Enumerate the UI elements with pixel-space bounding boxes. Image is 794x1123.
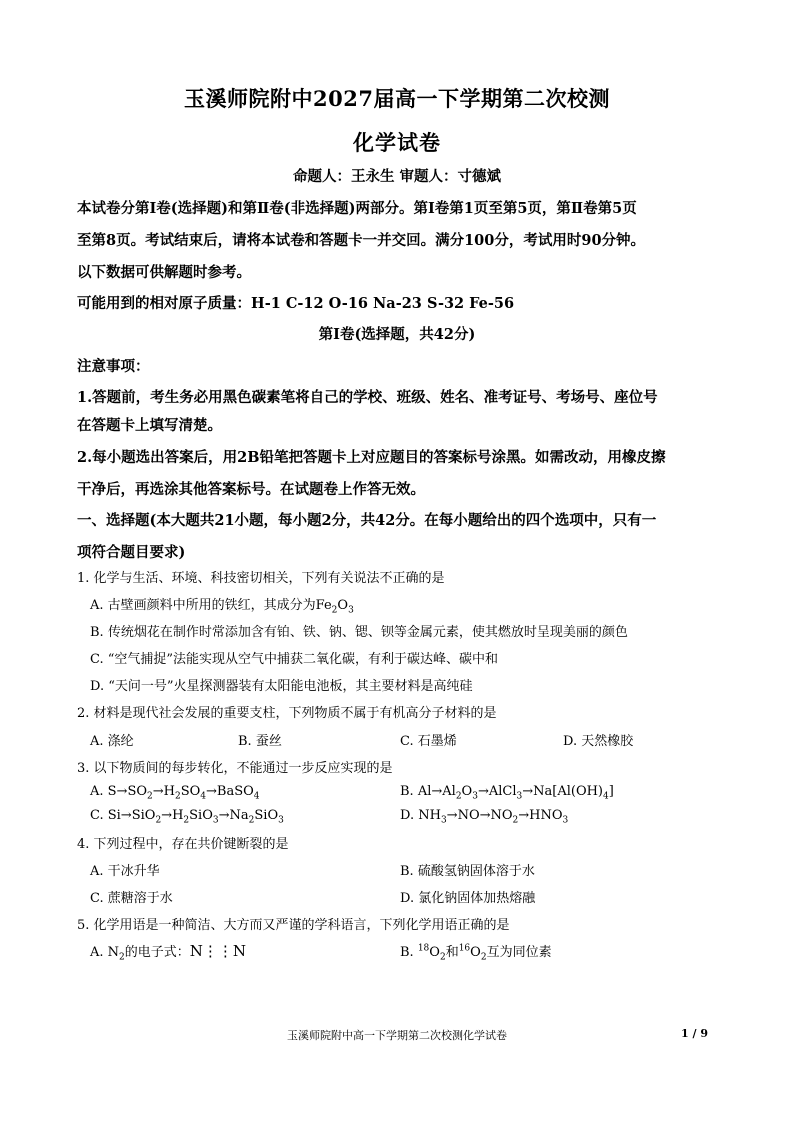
q1-option-d: D. “天问一号”火星探测器装有太阳能电池板，其主要材料是高纯硅 (90, 679, 473, 694)
notice-2a: 2.每小题选出答案后，用2B铅笔把答题卡上对应题目的答案标号涂黑。如需改动，用橡皮擦 (77, 449, 666, 466)
q5-option-a-label: A. N (90, 945, 120, 960)
q5-option-a (90, 941, 246, 963)
q5-option-b-o2: O (470, 945, 481, 960)
q1-option-c: C. “空气捕捉”法能实现从空气中捕获二氧化碳，有利于碳达峰、碳中和 (90, 652, 499, 667)
page-footer: 玉溪师院附中高一下学期第二次校测化学试卷 (287, 1029, 507, 1042)
intro-line-2: 至第8页。考试结束后，请将本试卷和答题卡一并交回。满分100分，考试用时90分钟。 (77, 232, 646, 249)
q4-option-a: A. 干冰升华 (90, 864, 160, 879)
q5-stem: 5. 化学用语是一种简洁、大方而又严谨的学科语言，下列化学用语正确的是 (77, 918, 510, 933)
q1-option-a (90, 594, 354, 616)
q3-stem: 3. 以下物质间的每步转化，不能通过一步反应实现的是 (77, 761, 393, 776)
q1-option-b: B. 传统烟花在制作时常添加含有铂、铁、钠、锶、钡等金属元素，使其燃放时呈现美丽的颜色 (90, 625, 628, 640)
q3-option-b: B. $Al\to Al_2O_3\to AlCl_3\to Na[Al(OH)_4]$ (400, 784, 614, 802)
q1-option-a-sub2: 3 (348, 605, 354, 616)
section-heading-b: 项符合题目要求) (77, 544, 186, 561)
section-heading-a: 一、选择题(本大题共21小题，每小题2分，共42分。在每小题给出的四个选项中，只有一 (77, 512, 657, 529)
q4-stem: 4. 下列过程中，存在共价键断裂的是 (77, 837, 289, 852)
q2-option-d: D. 天然橡胶 (563, 734, 634, 749)
q1-option-a-sub1: 2 (331, 605, 338, 616)
notice-2b: 干净后，再选涂其他答案标号。在试题卷上作答无效。 (77, 481, 425, 498)
q2-option-a: A. 涤纶 (90, 734, 134, 749)
q4-option-c: C. 蔗糖溶于水 (90, 891, 173, 906)
q3-option-d: D. $NH_3\to NO\to NO_2\to HNO_3$ (400, 808, 569, 826)
notice-title: 注意事项： (77, 358, 150, 375)
q2-option-b: B. 蚕丝 (238, 734, 282, 749)
q3-option-a: A. $S\to SO_2\to H_2SO_4\to BaSO_4$ (90, 784, 260, 802)
q5-option-b-sub2: 2 (480, 952, 487, 963)
q5-option-a-text: 的电子式： (124, 945, 190, 960)
exam-title: 玉溪师院附中2027届高一下学期第二次校测 (184, 86, 610, 111)
page-number: 1 / 9 (681, 1027, 708, 1040)
q4-option-b: B. 硫酸氢钠固体溶于水 (400, 864, 535, 879)
notice-1a: 1.答题前，考生务必用黑色碳素笔将自己的学校、班级、姓名、准考证号、考场号、座位号 (77, 389, 658, 406)
intro-line-1: 本试卷分第Ⅰ卷(选择题)和第Ⅱ卷(非选择题)两部分。第Ⅰ卷第1页至第5页，第Ⅱ卷第5页 (77, 200, 637, 217)
q5-option-b-sup1: 18 (417, 943, 430, 954)
q5-option-b-sup2: 16 (458, 943, 471, 954)
q2-stem: 2. 材料是现代社会发展的重要支柱，下列物质不属于有机高分子材料的是 (77, 706, 497, 721)
q4-option-d: D. 氯化钠固体加热熔融 (400, 891, 536, 906)
notice-1b: 在答题卡上填写清楚。 (77, 417, 222, 434)
atomic-mass-line: 可能用到的相对原子质量：H-1 C-12 O-16 Na-23 S-32 Fe-56 (77, 295, 515, 312)
q5-option-b-text: 互为同位素 (486, 945, 552, 960)
subject-title: 化学试卷 (353, 130, 441, 155)
q5-option-b-and: 和 (445, 945, 459, 960)
q1-option-a-text: A. 古壁画颜料中所用的铁红，其成分为Fe (90, 598, 332, 613)
q5-option-b (400, 941, 552, 963)
q1-option-a-mid: O (337, 598, 349, 613)
q3-option-c: C. $Si\to SiO_2\to H_2SiO_3\to Na_2SiO_3$ (90, 808, 284, 826)
q5-option-b-o1: O (429, 945, 440, 960)
q5-option-a-sub: 2 (119, 952, 125, 963)
q5-option-b-sub1: 2 (439, 952, 446, 963)
intro-line-3: 以下数据可供解题时参考。 (77, 264, 251, 281)
authors-line: 命题人：王永生 审题人：寸德斌 (292, 168, 502, 185)
part1-title: 第Ⅰ卷(选择题，共42分) (318, 326, 476, 343)
q1-stem: 1. 化学与生活、环境、科技密切相关，下列有关说法不正确的是 (77, 571, 445, 586)
q2-option-c: C. 石墨烯 (400, 734, 457, 749)
q5-electron-formula: N⋮⋮N (189, 942, 247, 960)
q5-option-b-label: B. (400, 945, 418, 960)
